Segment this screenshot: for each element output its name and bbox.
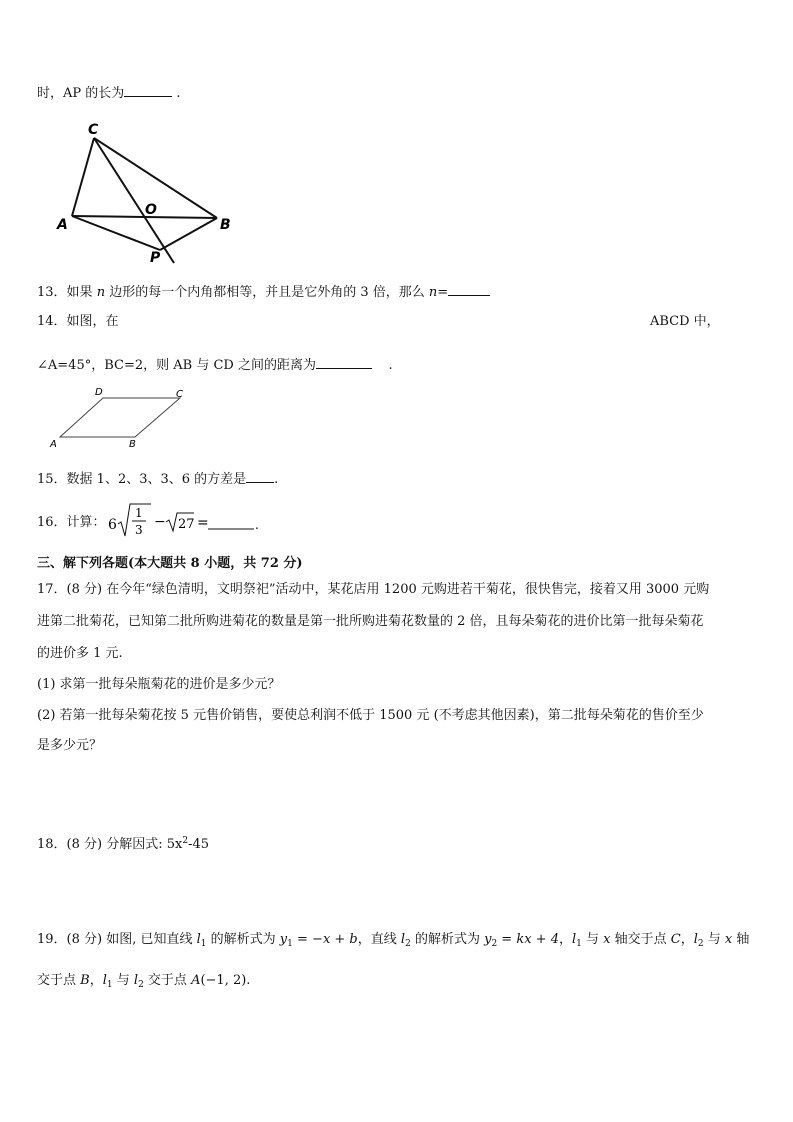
q18: [37, 832, 209, 854]
q19-l2b: l: [693, 932, 698, 947]
q16-minus: −: [154, 514, 166, 530]
q19-l1b-sub: 1: [576, 939, 582, 949]
q16-rad: 27: [178, 517, 195, 532]
q19-coord: (−1, 2): [200, 973, 247, 988]
q12-tail: [37, 82, 181, 103]
section-title-text: 三、解下列各题(本大题共 8 小题，共 72 分): [37, 556, 303, 571]
q19-l2-sub: 2: [405, 939, 411, 949]
q19-B: B: [80, 973, 90, 988]
label-C: C: [88, 122, 99, 138]
q19-C: C: [670, 932, 681, 947]
q19-line2: [37, 972, 250, 994]
q13-answer-blank[interactable]: [448, 281, 490, 296]
q19-l2b-sub: 2: [697, 939, 704, 949]
parallelogram-figure: [45, 385, 205, 453]
section-title: [37, 555, 303, 573]
q17-sub2a: [37, 707, 704, 725]
q19-A: A: [191, 973, 201, 988]
q19-p8: ，: [680, 932, 694, 947]
q13-text: 13．如果: [37, 285, 97, 300]
q14-line1: [37, 313, 119, 331]
q15-answer-blank[interactable]: [246, 468, 274, 483]
q17-sub2a-text: (2) 若第一批每朵菊花按 5 元售价销售，要使总利润不低于 1500 元 (不考虑其他因素)，第二批每朵菊花的售价至少: [37, 708, 704, 723]
q19-y2-sub: 2: [491, 939, 498, 949]
q19-p2: 的解析式为: [206, 932, 280, 947]
q19-p6: 与: [581, 932, 604, 947]
q16: [37, 514, 106, 532]
q19-y1-sub: 1: [287, 939, 293, 949]
label-P: P: [150, 250, 161, 266]
q19-p5: ，: [558, 932, 572, 947]
label-A: A: [57, 217, 68, 233]
q19-y1: y: [279, 932, 288, 947]
q19-p3: ，直线: [357, 932, 401, 947]
q13-n2: n: [428, 285, 438, 300]
q19-line1: [37, 931, 749, 953]
q19-l2c: l: [133, 973, 139, 988]
q19-l1c-sub: 1: [106, 980, 113, 990]
q19-line2d: 交于点: [143, 973, 192, 988]
q19-p1: 19．(8 分) 如图, 已知直线: [37, 932, 197, 947]
q17-line1: [37, 581, 709, 599]
label-O: O: [145, 202, 157, 218]
label-B2: B: [129, 439, 136, 450]
q16-coef: 6: [108, 517, 117, 533]
q16-num: 1: [135, 506, 143, 520]
q19-l1b: l: [571, 932, 577, 947]
q17-line1-text: 17．(8 分) 在今年“绿色清明，文明祭祀”活动中，某花店用 1200 元购进若干菊花，很快售完，接着又用 3000 元购: [37, 582, 710, 597]
q19-l2: l: [400, 932, 406, 947]
q16-den: 3: [135, 523, 143, 537]
q19-eq2: = kx + 4: [497, 932, 559, 947]
q14-line2-text: ∠A=45°，BC=2，则 AB 与 CD 之间的距离为: [37, 358, 316, 373]
q13: [37, 281, 490, 302]
q17-line2: [37, 613, 704, 631]
q19-y2: y: [484, 932, 492, 947]
label-D: D: [95, 387, 103, 398]
q18-exponent: 2: [182, 836, 189, 846]
label-A2: A: [50, 439, 57, 450]
q17-sub1-text: (1) 求第一批每朵瓶菊花的进价是多少元？: [37, 677, 281, 692]
q13-eq: =: [437, 285, 449, 300]
q14-right: [650, 313, 720, 331]
q12-answer-blank[interactable]: [124, 82, 172, 97]
label-C2: C: [176, 389, 183, 400]
q14-period: .: [388, 358, 393, 373]
q19-p10: 轴: [732, 932, 750, 947]
q19-l1: l: [196, 932, 201, 947]
q15-period: .: [274, 472, 279, 487]
q19-line2b: ，: [89, 973, 103, 988]
q19-period: .: [246, 973, 251, 988]
q19-l2c-sub: 2: [138, 980, 144, 990]
q14-line2: [37, 354, 393, 375]
q15-text: 15．数据 1、2、3、3、6 的方差是: [37, 472, 247, 487]
q19-l1c: l: [102, 973, 107, 988]
q19-line2c: 与: [112, 973, 134, 988]
q17-line3: [37, 645, 123, 663]
q19-eq1: = −x + b: [292, 932, 358, 947]
q19-p9: 与: [703, 932, 725, 947]
q18-text: 18．(8 分) 分解因式: 5x: [37, 837, 183, 852]
q13-n: n: [96, 285, 106, 300]
q16-formula: [106, 500, 266, 542]
q14-answer-blank[interactable]: [316, 354, 372, 369]
q17-line2-text: 进第二批菊花，已知第二批所购进菊花的数量是第一批所购进菊花数量的 2 倍，且每朵菊花的进价比第一批每朵菊花: [37, 614, 704, 629]
q16-prefix: 16．计算：: [37, 515, 106, 530]
q17-sub2b-text: 是多少元？: [37, 738, 103, 753]
q15: [37, 468, 278, 489]
q19-l1-sub: 1: [200, 939, 207, 949]
q17-sub1: [37, 676, 281, 694]
q19-x2: x: [724, 932, 733, 947]
q18-tail: -45: [188, 837, 210, 852]
q19-x: x: [603, 932, 611, 947]
q19-p7: 轴交于点: [610, 932, 671, 947]
q14-text: 14．如图，在: [37, 314, 119, 329]
q13-mid: 边形的每一个内角都相等，并且是它外角的 3 倍，那么: [105, 285, 429, 300]
q12-period: .: [176, 86, 181, 101]
triangle-figure: [50, 118, 250, 268]
q16-eq: =: [197, 515, 209, 531]
q17-sub2b: [37, 737, 102, 755]
q17-line3-text: 的进价多 1 元.: [37, 646, 123, 661]
q16-period: .: [255, 518, 259, 532]
q12-text: 时，AP 的长为: [37, 86, 125, 101]
label-B: B: [220, 217, 231, 233]
q19-p4: 的解析式为: [410, 932, 485, 947]
q19-line2a: 交于点: [37, 973, 81, 988]
q14-right-text: ABCD 中，: [650, 314, 720, 329]
